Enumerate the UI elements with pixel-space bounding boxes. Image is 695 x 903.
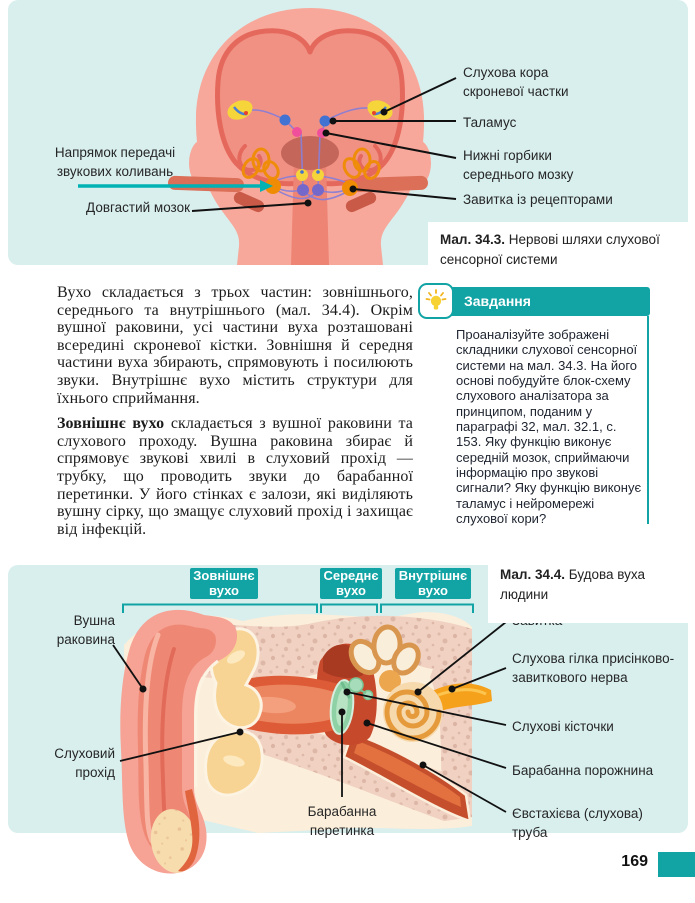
- zone-middle-ear: Середнє вухо: [320, 568, 382, 599]
- task-right-rule: [647, 316, 650, 524]
- page-number: 169: [621, 853, 648, 870]
- zone-outer-ear: Зовнішнє вухо: [190, 568, 258, 599]
- page-number-tab: [658, 852, 695, 877]
- figure1-caption-number: Мал. 34.3.: [440, 232, 506, 247]
- figure2-caption: [488, 557, 695, 623]
- label-medulla: Довгастий мозок: [86, 200, 190, 215]
- label-cochlea-receptors: Завитка із рецепторами: [463, 192, 613, 207]
- zone-inner-ear: Внутрішнє вухо: [395, 568, 471, 599]
- task-box: [418, 283, 650, 528]
- label-eardrum: Барабанна перетинка: [307, 804, 377, 838]
- label-thalamus: Таламус: [463, 115, 517, 130]
- label-ear-canal: Слуховий прохід: [54, 746, 115, 780]
- figure2-caption-text: Будова вуха людини: [500, 567, 646, 602]
- label-auricle: Вушна раковина: [56, 613, 115, 647]
- figure2-caption-number: Мал. 34.4.: [500, 567, 566, 582]
- figure1-caption: [428, 222, 695, 280]
- article-text: [57, 284, 413, 546]
- label-inferior-colliculi: Нижні горбики середнього мозку: [463, 148, 574, 182]
- paragraph-lead-term: Зовнішнє вухо: [57, 415, 165, 433]
- label-auditory-nerve: Слухова гілка присінково-завиткового нерва: [512, 651, 675, 685]
- lightbulb-icon: [418, 283, 454, 319]
- paragraph-outer-ear-text: складається з вушної раковини та слухового проходу. Вушна раковина збирає й спрямовує звукові хвилі в слуховий прохід — трубку, що проводить звуки до барабанної перетинки. У його стінках є залози, які виділяють вушну сірку, що змащує слуховий прохід і захищає від інфекцій.: [57, 415, 414, 538]
- label-tympanic-cavity: Барабанна порожнина: [512, 763, 654, 778]
- figure1-caption-text: Нервові шляхи слухової сенсорної системи: [440, 232, 660, 267]
- label-sound-direction: Напрямок передачі звукових коливань: [54, 145, 176, 179]
- task-body: Проаналізуйте зображені складники слухової сенсорної системи на мал. 34.3. На його основі побудуйте блок-схему слухового аналізатора за принципом, поданим у параграфі 32, мал. 32.1, с. 153. Яку функцію виконує середній мозок, сприймаючи інформацію про звукові сигнали? Яку функцію виконує таламус і нейромережі слухової кори?: [456, 327, 642, 526]
- label-auditory-cortex: Слухова кора скроневої частки: [463, 65, 569, 99]
- task-title: Завдання: [430, 287, 650, 316]
- label-eustachian-tube: Євстахієва (слухова) труба: [512, 806, 643, 840]
- paragraph-outer-ear: [57, 415, 413, 538]
- label-ossicles: Слухові кісточки: [512, 719, 614, 734]
- paragraph-ear-parts: Вухо складається з трьох частин: зовнішнього, середнього та внутрішнього (мал. 34.4). Окрім вушної раковини, усі частини вуха розташовані всередині скроневої кістки. Зовнішня й середня частини вуха збирають, спрямовують і посилюють звуки. Внутрішнє вухо містить структури для їхнього сприймання.: [57, 284, 413, 407]
